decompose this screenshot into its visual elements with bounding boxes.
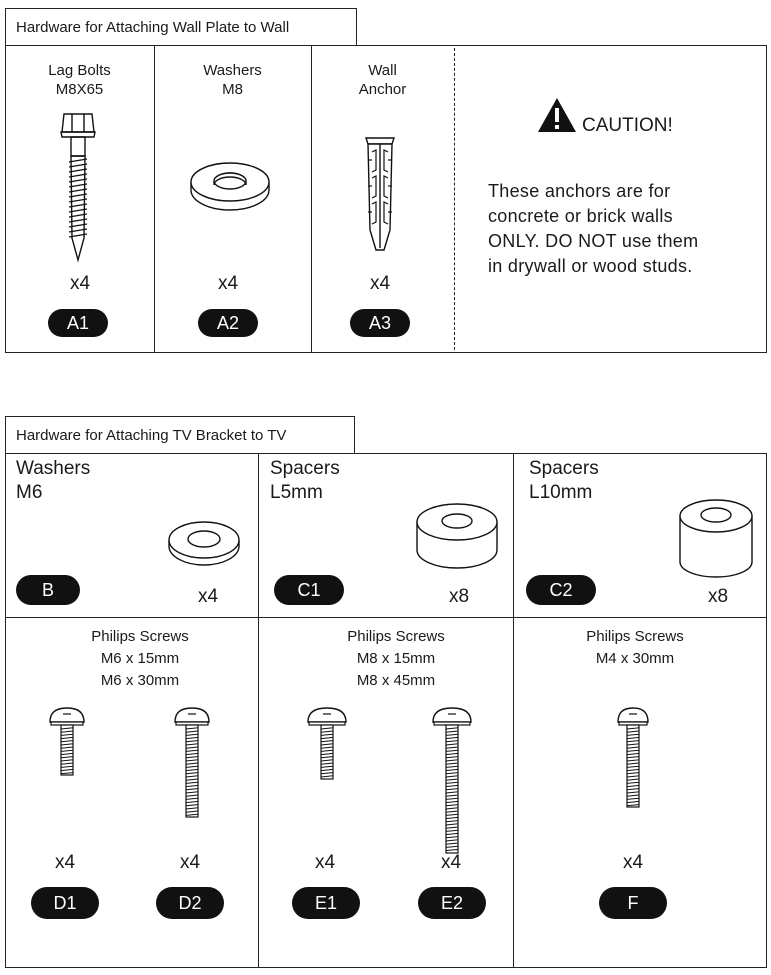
washer-icon: [188, 160, 272, 212]
item-name: Washers M6: [16, 458, 91, 503]
screw-long-icon: [615, 706, 651, 826]
caution-heading: CAUTION!: [582, 115, 673, 136]
item-qty: x8: [448, 586, 470, 607]
item-qty: x4: [197, 586, 219, 607]
part-badge-e2: E2: [418, 887, 486, 919]
section1-title: Hardware for Attaching Wall Plate to Wall: [5, 8, 357, 46]
washer-icon: [166, 518, 242, 568]
divider: [513, 453, 514, 968]
part-badge-c1: C1: [274, 575, 344, 605]
part-badge-d2: D2: [156, 887, 224, 919]
item-name: Washers M8: [203, 62, 262, 98]
caution-text: These anchors are for concrete or brick walls ONLY. DO NOT use them in drywall or wood studs.: [488, 181, 699, 276]
warning-triangle-icon: [537, 97, 577, 133]
screw-short-icon: [47, 706, 87, 826]
part-badge-b: B: [16, 575, 80, 605]
item-qty: x4: [622, 852, 644, 873]
screw-long-icon: [430, 706, 474, 876]
item-qty: x4: [54, 852, 76, 873]
divider: [5, 617, 767, 618]
item-qty: x4: [217, 273, 239, 294]
item-name: Spacers L5mm: [270, 458, 340, 503]
spacer-short-icon: [414, 500, 500, 572]
part-badge-a1: A1: [48, 309, 108, 337]
part-badge-a2: A2: [198, 309, 258, 337]
part-badge-d1: D1: [31, 887, 99, 919]
item-name: Wall Anchor: [358, 62, 407, 98]
item-name: Lag Bolts M8X65: [48, 62, 111, 98]
item-qty: x4: [69, 273, 91, 294]
item-qty: x4: [440, 852, 462, 873]
divider: [258, 453, 259, 968]
part-badge-c2: C2: [526, 575, 596, 605]
spacer-long-icon: [676, 496, 756, 580]
part-badge-f: F: [599, 887, 667, 919]
wall-anchor-icon: [356, 130, 404, 258]
screw-group-label: Philips Screws M4 x 30mm: [586, 628, 684, 667]
item-qty: x4: [179, 852, 201, 873]
part-badge-e1: E1: [292, 887, 360, 919]
lag-bolt-icon: [58, 110, 98, 268]
screw-group-label: Philips Screws M8 x 15mm M8 x 45mm: [347, 628, 445, 689]
item-name: Spacers L10mm: [529, 458, 599, 503]
part-badge-a3: A3: [350, 309, 410, 337]
item-qty: x4: [314, 852, 336, 873]
section2-title: Hardware for Attaching TV Bracket to TV: [5, 416, 355, 454]
screw-short-icon: [305, 706, 349, 826]
screw-group-label: Philips Screws M6 x 15mm M6 x 30mm: [91, 628, 189, 689]
dashed-divider: [454, 48, 455, 350]
item-qty: x8: [707, 586, 729, 607]
screw-long-icon: [172, 706, 212, 846]
item-qty: x4: [369, 273, 391, 294]
